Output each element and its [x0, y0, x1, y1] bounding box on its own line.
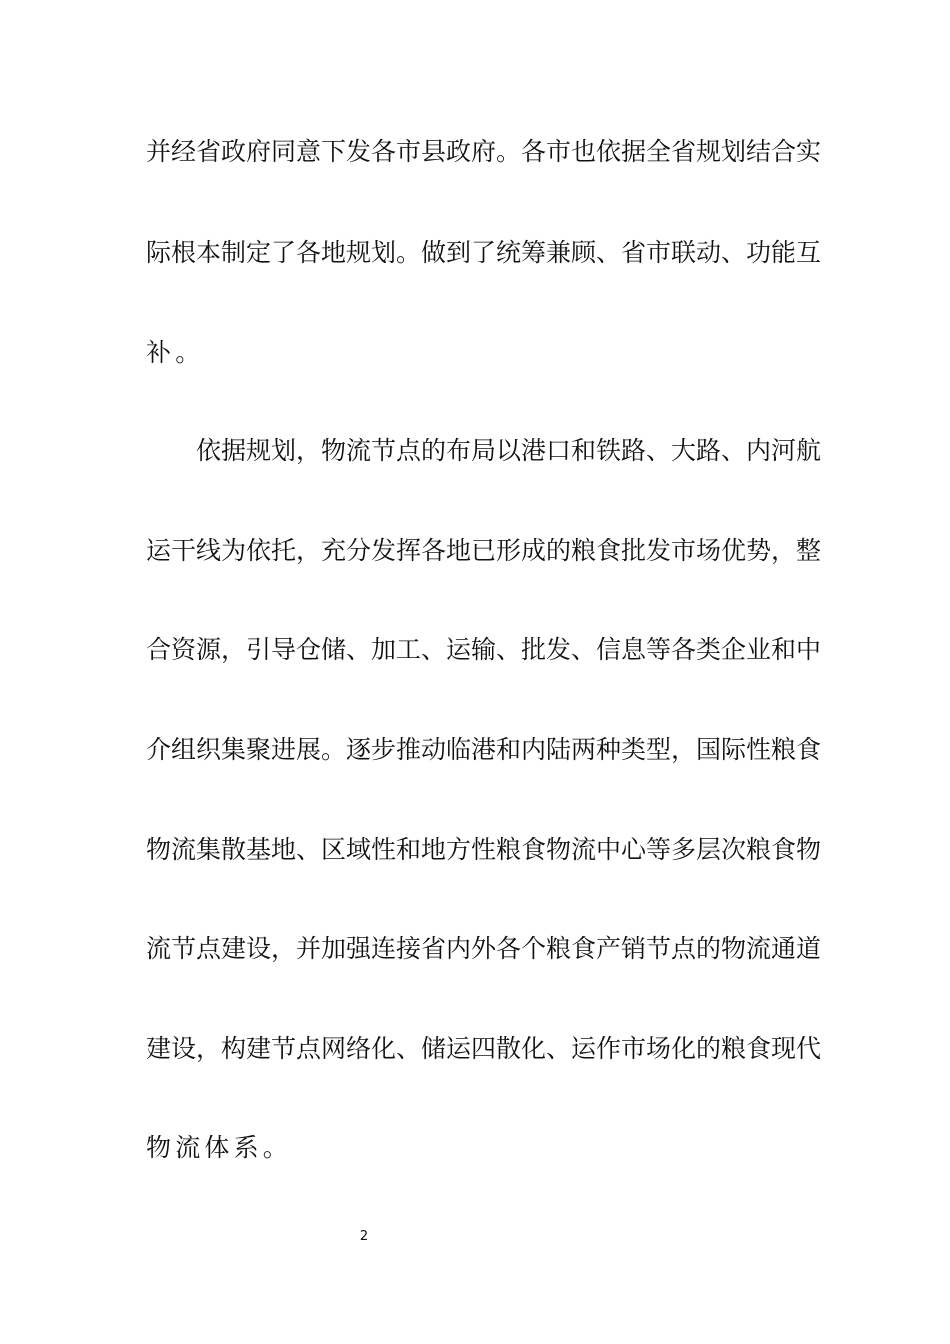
page-number: 2 — [359, 1229, 369, 1244]
text-line-indented: 依据规划，物流节点的布局以港口和铁路、大路、内河航 — [196, 436, 822, 465]
text-line: 合资源，引导仓储、加工、运输、批发、信息等各类企业和中 — [146, 635, 822, 664]
text-line: 物流集散基地、区域性和地方性粮食物流中心等多层次粮食物 — [146, 835, 822, 864]
text-line: 介组织集聚进展。逐步推动临港和内陆两种类型，国际性粮食 — [146, 735, 822, 764]
text-line: 并经省政府同意下发各市县政府。各市也依据全省规划结合实 — [146, 137, 822, 166]
text-line: 运干线为依托，充分发挥各地已形成的粮食批发市场优势，整 — [146, 536, 822, 565]
text-line: 流节点建设，并加强连接省内外各个粮食产销节点的物流通道 — [146, 934, 822, 963]
text-line: 际根本制定了各地规划。做到了统筹兼顾、省市联动、功能互 — [146, 238, 822, 267]
text-line: 补。 — [146, 338, 205, 367]
text-line: 建设，构建节点网络化、储运四散化、运作市场化的粮食现代 — [146, 1034, 822, 1063]
text-line: 物流体系。 — [146, 1133, 293, 1162]
